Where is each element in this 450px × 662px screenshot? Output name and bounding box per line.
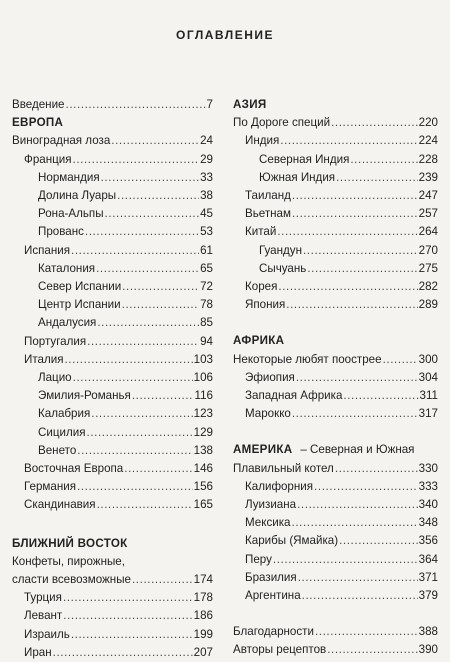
toc-entry-title: Введение: [12, 98, 65, 111]
toc-leader-dots: [87, 333, 199, 351]
toc-entry-title: Китай: [245, 225, 277, 239]
toc-entry-page: 94: [200, 334, 213, 348]
toc-entry[interactable]: [233, 205, 438, 223]
toc-leader-dots: [73, 151, 200, 169]
toc-entry-title: Нормандия: [38, 170, 100, 184]
toc-entry-page: 348: [418, 516, 438, 530]
toc-entry[interactable]: [233, 187, 438, 205]
toc-leader-dots: [335, 460, 418, 478]
toc-entry[interactable]: [12, 132, 213, 150]
toc-leader-dots: [111, 132, 199, 150]
toc-entry-title: Германия: [24, 480, 76, 494]
toc-entry-page: 311: [419, 389, 438, 403]
toc-entry-page: 78: [200, 298, 213, 312]
toc-entry-title: Прованс: [38, 225, 84, 239]
toc-leader-dots: [85, 223, 199, 241]
toc-entry-title: Иран: [24, 645, 52, 659]
toc-entry-title: Перу: [245, 552, 272, 566]
toc-entry-page: 228: [418, 152, 438, 166]
toc-entry[interactable]: [12, 607, 213, 625]
toc-entry-page: 224: [418, 134, 438, 148]
toc-entry-page: 33: [200, 170, 213, 184]
toc-entry-title: Западная Африка: [245, 389, 343, 403]
toc-entry-title: Каталония: [38, 261, 96, 275]
toc-entry-page: 146: [193, 462, 213, 476]
toc-entry-page: 116: [194, 389, 213, 403]
toc-entry-page: 138: [193, 443, 213, 457]
toc-entry[interactable]: [233, 641, 438, 659]
toc-entry-title: Япония: [245, 298, 286, 312]
toc-entry-title: Турция: [24, 591, 62, 605]
toc-entry-title: Благодарности: [233, 625, 314, 639]
toc-entry-title: Эфиопия: [245, 370, 295, 384]
toc-leader-dots: [124, 460, 192, 478]
toc-entry[interactable]: [12, 296, 213, 314]
toc-entry-page: 330: [418, 461, 438, 475]
toc-leader-dots: [71, 626, 193, 644]
toc-entry[interactable]: [12, 187, 213, 205]
toc-entry[interactable]: [12, 405, 213, 423]
toc-entry-page: 85: [200, 316, 213, 330]
toc-right-column: [233, 96, 438, 660]
toc-entry-page: 379: [418, 589, 438, 603]
toc-entry-page: 165: [193, 498, 213, 512]
toc-entry-page: 103: [193, 352, 213, 366]
toc-leader-dots: [97, 314, 199, 332]
toc-entry-page: 388: [418, 625, 438, 639]
toc-entry[interactable]: [12, 333, 213, 351]
toc-entry-title: Таиланд: [245, 189, 291, 203]
toc-entry[interactable]: [12, 626, 213, 644]
toc-entry-page: 38: [200, 189, 213, 203]
toc-leader-dots: [314, 478, 418, 496]
toc-leader-dots: [71, 242, 199, 260]
toc-entry-page: 264: [418, 225, 438, 239]
toc-entry-title: Лацио: [38, 371, 72, 385]
toc-entry[interactable]: [233, 278, 438, 296]
toc-entry-page: 72: [200, 280, 213, 294]
toc-entry-page: 317: [418, 407, 438, 421]
toc-leader-dots: [122, 278, 199, 296]
toc-leader-dots: [292, 187, 418, 205]
toc-leader-dots: [278, 278, 417, 296]
toc-list-europe: [12, 132, 213, 514]
toc-entry-title: Луизиана: [245, 498, 297, 512]
section-subheading-america: – Северная и Южная: [300, 443, 415, 457]
toc-entry[interactable]: [233, 151, 438, 169]
toc-leader-dots: [105, 205, 200, 223]
toc-list-africa: [233, 351, 438, 424]
toc-leader-dots: [122, 296, 199, 314]
toc-entry-title: Сычуань: [259, 261, 307, 275]
toc-entry[interactable]: [233, 296, 438, 314]
toc-entry[interactable]: [233, 114, 438, 132]
toc-entry-title: Бразилия: [245, 570, 297, 584]
toc-entry[interactable]: [12, 424, 213, 442]
toc-list-middle-east: [12, 589, 213, 662]
toc-entry[interactable]: [12, 460, 213, 478]
toc-leader-dots: [101, 169, 199, 187]
toc-entry-title: Центр Испании: [38, 298, 121, 312]
section-heading-africa: АФРИКА: [233, 334, 285, 348]
toc-leader-dots: [307, 260, 417, 278]
toc-entry[interactable]: [233, 514, 438, 532]
toc-leader-dots: [331, 114, 418, 132]
toc-entry-page: 7: [206, 98, 213, 111]
toc-entry[interactable]: [233, 405, 438, 423]
toc-entry-page: 53: [200, 225, 213, 239]
toc-entry-page: 257: [418, 207, 438, 221]
toc-entry-page: 123: [193, 407, 213, 421]
toc-entry[interactable]: [12, 351, 213, 369]
toc-leader-dots: [63, 589, 193, 607]
toc-leader-dots: [303, 242, 418, 260]
toc-entry[interactable]: [12, 205, 213, 223]
toc-entry-page: 29: [200, 152, 213, 166]
toc-entry[interactable]: [12, 496, 213, 514]
toc-entry-title: Венето: [38, 443, 77, 457]
toc-leader-dots: [292, 514, 418, 532]
toc-entry[interactable]: [233, 532, 438, 550]
toc-entry-title: Авторы рецептов: [233, 643, 327, 657]
toc-entry-sweets[interactable]: [12, 571, 213, 589]
toc-entry[interactable]: [12, 314, 213, 332]
toc-entry-title: Вьетнам: [245, 207, 291, 221]
toc-entry-page: 24: [200, 134, 213, 148]
toc-entry-title: Сицилия: [38, 425, 86, 439]
toc-entry[interactable]: [233, 551, 438, 569]
toc-entry-title: Долина Луары: [38, 189, 117, 203]
toc-entry[interactable]: [12, 260, 213, 278]
toc-entry[interactable]: [233, 223, 438, 241]
toc-leader-dots: [315, 623, 418, 641]
toc-entry-title: Виноградная лоза: [12, 134, 111, 148]
toc-leader-dots: [350, 151, 417, 169]
toc-leader-dots: [87, 424, 193, 442]
section-heading-middle-east: БЛИЖНИЙ ВОСТОК: [12, 536, 128, 550]
toc-leader-dots: [292, 205, 418, 223]
toc-leader-dots: [286, 296, 417, 314]
toc-entry-title: По Дороге специй: [233, 116, 331, 130]
toc-entry-title: Некоторые любят поострее: [233, 352, 382, 366]
toc-entry[interactable]: [233, 169, 438, 187]
toc-entry-page: 129: [193, 425, 213, 439]
toc-leader-dots: [298, 569, 418, 587]
toc-entry-page: 356: [418, 534, 438, 548]
toc-entry[interactable]: [233, 478, 438, 496]
toc-leader-dots: [280, 132, 417, 150]
toc-entry[interactable]: [12, 442, 213, 460]
toc-entry-title: Калабрия: [38, 407, 91, 421]
toc-entry-title: Корея: [245, 280, 278, 294]
toc-leader-dots: [383, 351, 418, 369]
toc-entry-title: Испания: [24, 243, 71, 257]
toc-leader-dots: [77, 478, 193, 496]
toc-entry-title: Рона-Альпы: [38, 207, 104, 221]
toc-entry-title: Марокко: [245, 407, 291, 421]
toc-entry-page: 282: [418, 280, 438, 294]
toc-entry-page: 207: [193, 645, 213, 659]
toc-leader-dots: [302, 587, 418, 605]
toc-leader-dots: [63, 607, 192, 625]
toc-entry[interactable]: [233, 496, 438, 514]
page-title: ОГЛАВЛЕНИЕ: [175, 28, 274, 42]
toc-entry-title: Португалия: [24, 334, 87, 348]
toc-leader-dots: [97, 496, 193, 514]
toc-entry[interactable]: [12, 589, 213, 607]
toc-entry-title: Андалусия: [38, 316, 97, 330]
toc-entry-page: 174: [193, 573, 213, 587]
toc-entry[interactable]: [233, 369, 438, 387]
toc-entry-title: Мексика: [245, 516, 291, 530]
toc-entry[interactable]: [233, 242, 438, 260]
toc-entry-title: Левант: [24, 609, 63, 623]
section-heading-asia: АЗИЯ: [233, 98, 267, 111]
toc-entry-line: Конфеты, пирожные,: [12, 554, 125, 568]
toc-left-column: [12, 96, 213, 662]
toc-entry-title: Аргентина: [245, 589, 301, 603]
toc-entry-title: Север Испании: [38, 280, 122, 294]
toc-list-america: [233, 460, 438, 606]
toc-leader-dots: [64, 351, 192, 369]
toc-entry-title: Израиль: [24, 627, 70, 641]
toc-entry-title: Калифорния: [245, 479, 314, 493]
toc-list-end: [233, 623, 438, 659]
toc-leader-dots: [273, 551, 418, 569]
toc-leader-dots: [336, 169, 418, 187]
section-heading-america-row: [233, 441, 438, 459]
toc-leader-dots: [339, 532, 418, 550]
toc-entry-title: Восточная Европа: [24, 462, 124, 476]
toc-entry-page: 106: [193, 371, 213, 385]
toc-entry-title: сласти всевозможные: [12, 573, 131, 587]
toc-entry[interactable]: [233, 387, 438, 405]
toc-leader-dots: [297, 496, 418, 514]
toc-entry[interactable]: [12, 478, 213, 496]
toc-leader-dots: [327, 641, 417, 659]
toc-entry[interactable]: [233, 587, 438, 605]
toc-entry-title: Карибы (Ямайка): [245, 534, 339, 548]
toc-entry-title: Южная Индия: [259, 170, 336, 184]
toc-entry-title: Индия: [245, 134, 280, 148]
toc-leader-dots: [96, 260, 199, 278]
toc-entry-page: 364: [418, 552, 438, 566]
toc-entry-title: Северная Индия: [259, 152, 350, 166]
toc-entry[interactable]: [233, 460, 438, 478]
toc-entry-page: 390: [418, 643, 438, 657]
toc-leader-dots: [73, 369, 193, 387]
toc-leader-dots: [296, 369, 418, 387]
toc-entry-page: 156: [193, 480, 213, 494]
toc-entry-intro[interactable]: [12, 96, 213, 114]
toc-entry-title: Гуандун: [259, 243, 302, 257]
toc-leader-dots: [91, 405, 192, 423]
toc-entry-page: 371: [418, 570, 438, 584]
toc-entry-page: 186: [193, 609, 213, 623]
toc-entry-title: Италия: [24, 352, 64, 366]
toc-entry[interactable]: [12, 151, 213, 169]
toc-entry[interactable]: [233, 623, 438, 641]
toc-entry-page: 300: [418, 352, 438, 366]
toc-leader-dots: [132, 571, 193, 589]
toc-entry[interactable]: [233, 132, 438, 150]
toc-entry-title: Эмилия-Романья: [38, 389, 131, 403]
toc-entry-title: Плавильный котел: [233, 461, 334, 475]
section-heading-america: АМЕРИКА: [233, 443, 293, 457]
toc-entry[interactable]: [12, 369, 213, 387]
toc-entry[interactable]: [233, 260, 438, 278]
toc-entry-page: 220: [418, 116, 438, 130]
toc-leader-dots: [77, 442, 192, 460]
toc-leader-dots: [343, 387, 418, 405]
toc-entry[interactable]: [12, 169, 213, 187]
toc-entry[interactable]: [233, 351, 438, 369]
toc-list-asia: [233, 114, 438, 314]
toc-entry[interactable]: [12, 242, 213, 260]
toc-entry-page: 304: [418, 370, 438, 384]
toc-entry[interactable]: [12, 223, 213, 241]
toc-entry-page: 340: [418, 498, 438, 512]
toc-entry-page: 270: [418, 243, 438, 257]
toc-entry-page: 65: [200, 261, 213, 275]
toc-entry-page: 239: [418, 170, 438, 184]
toc-entry-page: 45: [200, 207, 213, 221]
toc-leader-dots: [66, 96, 206, 114]
toc-entry-page: 199: [193, 627, 213, 641]
toc-entry[interactable]: [12, 387, 213, 405]
toc-entry-page: 247: [418, 189, 438, 203]
toc-leader-dots: [277, 223, 417, 241]
toc-entry-page: 333: [418, 479, 438, 493]
toc-leader-dots: [117, 187, 199, 205]
toc-entry[interactable]: [12, 278, 213, 296]
toc-leader-dots: [292, 405, 418, 423]
toc-entry-page: 61: [200, 243, 213, 257]
toc-entry-title: Скандинавия: [24, 498, 96, 512]
toc-entry-page: 289: [418, 298, 438, 312]
toc-entry-page: 178: [193, 591, 213, 605]
section-heading-europe: ЕВРОПА: [12, 116, 64, 130]
toc-leader-dots: [132, 387, 194, 405]
toc-entry-title: Франция: [24, 152, 72, 166]
toc-entry[interactable]: [233, 569, 438, 587]
toc-entry-page: 275: [418, 261, 438, 275]
